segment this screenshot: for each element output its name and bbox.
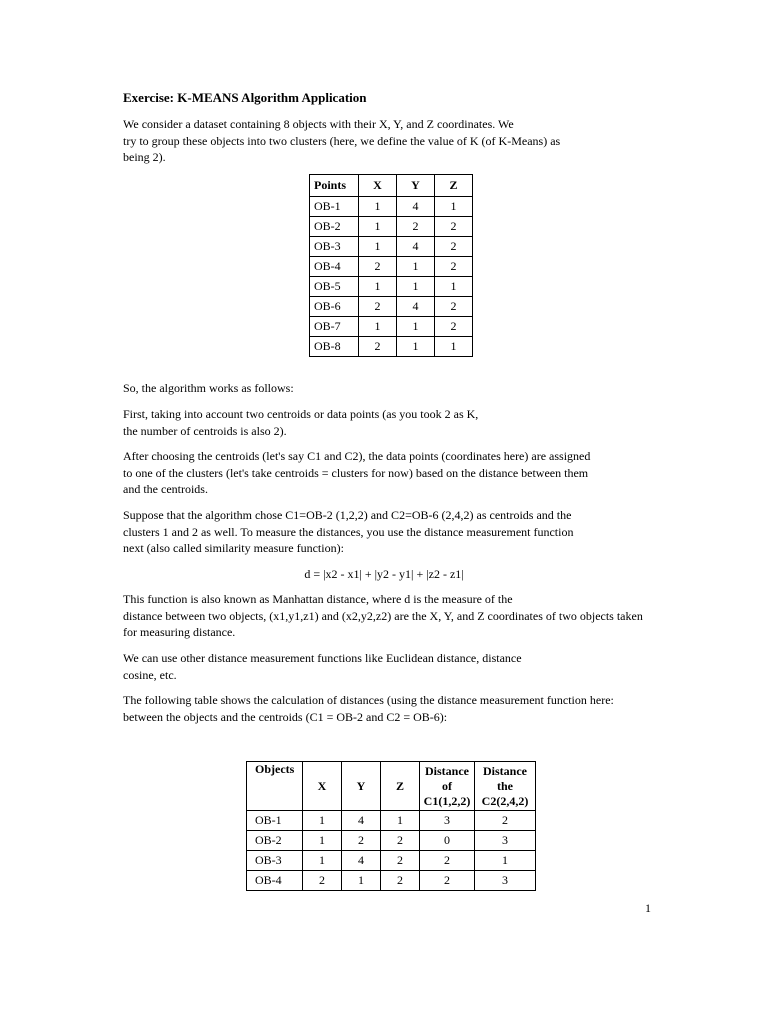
header-distance-c2-line: Distance [483, 763, 527, 778]
distance-table [246, 761, 536, 891]
value-cell: 2 [420, 851, 475, 871]
manhattan-paragraph [123, 591, 668, 641]
value-cell: 0 [420, 831, 475, 851]
value-cell: 1 [359, 277, 397, 297]
value-cell: 2 [397, 217, 435, 237]
value-cell: 1 [303, 831, 342, 851]
value-cell: 2 [342, 831, 381, 851]
after-paragraph [123, 448, 668, 498]
first-paragraph [123, 406, 668, 439]
first-line: First, taking into account two centroids or data points (as you took 2 as K, [123, 407, 479, 421]
header-distance-c2-line: C2(2,4,2) [481, 793, 529, 808]
value-cell: 1 [303, 811, 342, 831]
suppose-line: clusters 1 and 2 as well. To measure the distances, you use the distance measurement function [123, 524, 574, 539]
table-row [247, 811, 536, 831]
header-y: Y [342, 762, 381, 811]
row-label-cell: OB-3 [247, 851, 303, 871]
value-cell: 2 [420, 871, 475, 891]
value-cell: 2 [435, 217, 473, 237]
value-cell: 1 [435, 277, 473, 297]
manhattan-line: distance between two objects, (x1,y1,z1) and (x2,y2,z2) are the X, Y, and Z coordinates of two objects taken [123, 608, 643, 623]
value-cell: 1 [397, 257, 435, 277]
value-cell: 2 [381, 871, 420, 891]
value-cell: 1 [435, 337, 473, 357]
first-line: the number of centroids is also 2). [123, 423, 287, 438]
other-line: We can use other distance measurement functions like Euclidean distance, distance [123, 651, 522, 665]
row-label-cell: OB-3 [310, 237, 359, 257]
other-line: cosine, etc. [123, 667, 177, 682]
value-cell: 2 [303, 871, 342, 891]
value-cell: 2 [359, 337, 397, 357]
intro-line: We consider a dataset containing 8 objects with their X, Y, and Z coordinates. We [123, 117, 514, 131]
algorithm-paragraph: So, the algorithm works as follows: [123, 381, 294, 395]
value-cell: 1 [359, 197, 397, 217]
header-x: X [303, 762, 342, 811]
suppose-line: Suppose that the algorithm chose C1=OB-2 (1,2,2) and C2=OB-6 (2,4,2) as centroids and the [123, 508, 572, 522]
manhattan-line: for measuring distance. [123, 625, 236, 639]
value-cell: 1 [359, 317, 397, 337]
row-label-cell: OB-6 [310, 297, 359, 317]
value-cell: 4 [342, 811, 381, 831]
row-label-cell: OB-7 [310, 317, 359, 337]
value-cell: 4 [342, 851, 381, 871]
row-label-cell: OB-5 [310, 277, 359, 297]
following-line: The following table shows the calculation of distances (using the distance measurement function here: [123, 693, 614, 707]
intro-line: try to group these objects into two clusters (here, we define the value of K (of K-Means) as [123, 133, 561, 148]
value-cell: 2 [381, 851, 420, 871]
page-number: 1 [645, 901, 651, 915]
row-label-cell: OB-2 [310, 217, 359, 237]
value-cell: 1 [397, 277, 435, 297]
value-cell: 2 [359, 297, 397, 317]
value-cell: 4 [397, 297, 435, 317]
header-distance-c1-line: C1(1,2,2) [423, 793, 471, 808]
value-cell: 2 [435, 297, 473, 317]
value-cell: 1 [397, 317, 435, 337]
header-y: Y [397, 175, 435, 197]
value-cell: 1 [303, 851, 342, 871]
value-cell: 2 [435, 317, 473, 337]
header-points: Points [310, 175, 359, 197]
value-cell: 1 [475, 851, 536, 871]
after-line: to one of the clusters (let's take centroids = clusters for now) based on the distance between them [123, 465, 589, 480]
value-cell: 1 [435, 197, 473, 217]
value-cell: 1 [359, 237, 397, 257]
row-label-cell: OB-2 [247, 831, 303, 851]
after-line: After choosing the centroids (let's say C1 and C2), the data points (coordinates here) are assigned [123, 449, 591, 463]
row-label-cell: OB-4 [247, 871, 303, 891]
row-label-cell: OB-1 [310, 197, 359, 217]
suppose-line: next (also called similarity measure function): [123, 541, 344, 555]
value-cell: 3 [475, 831, 536, 851]
distance-table-header-row [247, 762, 536, 811]
value-cell: 4 [397, 197, 435, 217]
value-cell: 2 [359, 257, 397, 277]
exercise-title: Exercise: K-MEANS Algorithm Application [123, 90, 367, 105]
header-objects: Objects [247, 762, 303, 811]
table-row [310, 337, 473, 357]
manhattan-formula: d = |x2 - x1| + |y2 - y1| + |z2 - z1| [304, 567, 464, 581]
following-paragraph [123, 692, 668, 725]
value-cell: 2 [475, 811, 536, 831]
row-label-cell: OB-4 [310, 257, 359, 277]
value-cell: 1 [342, 871, 381, 891]
value-cell: 3 [420, 811, 475, 831]
points-table-header-row [310, 175, 473, 197]
suppose-paragraph [123, 507, 668, 557]
row-label-cell: OB-1 [247, 811, 303, 831]
table-row [247, 831, 536, 851]
table-row [310, 257, 473, 277]
intro-paragraph [123, 116, 668, 166]
value-cell: 2 [435, 257, 473, 277]
table-row [310, 237, 473, 257]
table-row [310, 297, 473, 317]
table-row [310, 277, 473, 297]
header-distance-c2 [475, 762, 536, 811]
header-distance-c1-line: of [442, 778, 452, 793]
header-x: X [359, 175, 397, 197]
header-z: Z [381, 762, 420, 811]
header-distance-c2-line: the [497, 778, 513, 793]
value-cell: 2 [435, 237, 473, 257]
header-distance-c1 [420, 762, 475, 811]
value-cell: 3 [475, 871, 536, 891]
header-z: Z [435, 175, 473, 197]
table-row [247, 851, 536, 871]
table-row [310, 197, 473, 217]
value-cell: 1 [381, 811, 420, 831]
table-row [247, 871, 536, 891]
other-functions-paragraph [123, 650, 668, 683]
after-line: and the centroids. [123, 482, 208, 496]
intro-line: being 2). [123, 150, 166, 164]
value-cell: 2 [381, 831, 420, 851]
value-cell: 1 [397, 337, 435, 357]
value-cell: 1 [359, 217, 397, 237]
table-row [310, 217, 473, 237]
value-cell: 4 [397, 237, 435, 257]
points-table [309, 174, 473, 357]
manhattan-line: This function is also known as Manhattan distance, where d is the measure of the [123, 592, 513, 606]
header-distance-c1-line: Distance [425, 763, 469, 778]
following-line: between the objects and the centroids (C1 = OB-2 and C2 = OB-6): [123, 709, 448, 724]
table-row [310, 317, 473, 337]
row-label-cell: OB-8 [310, 337, 359, 357]
